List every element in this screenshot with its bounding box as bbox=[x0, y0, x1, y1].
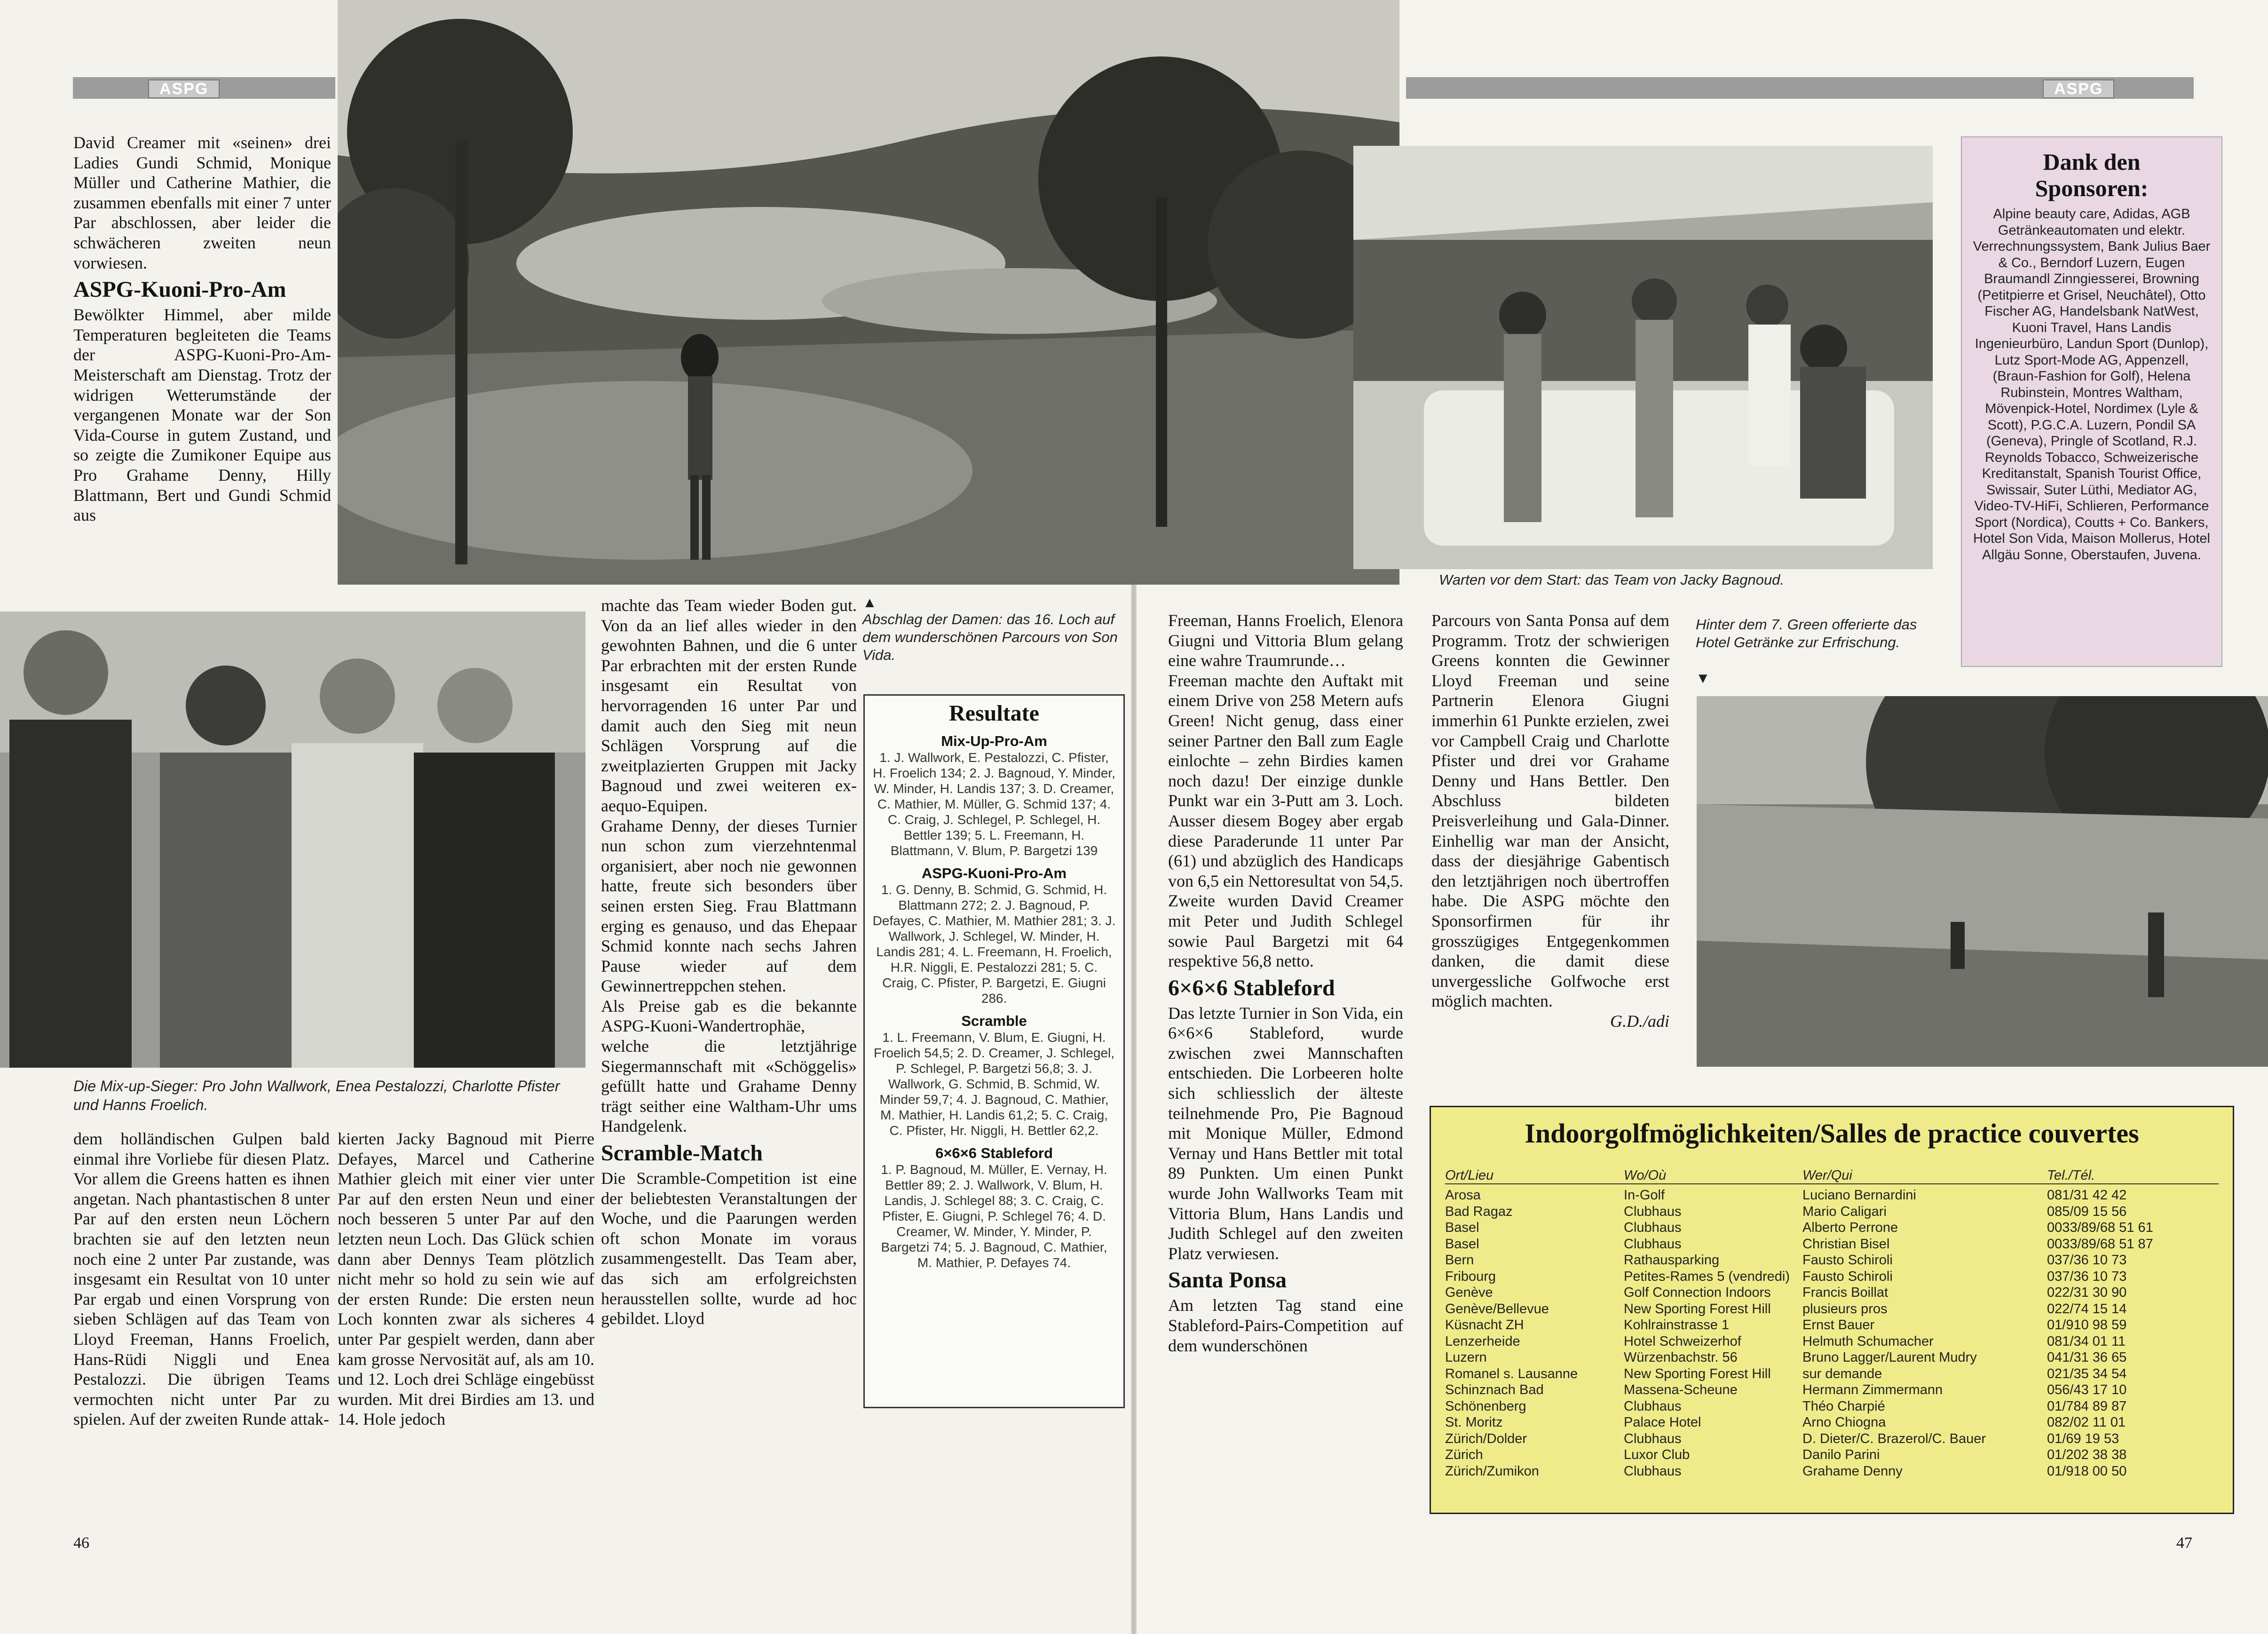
indoor-cell-who: D. Dieter/C. Brazerol/C. Bauer bbox=[1802, 1431, 1986, 1446]
page-number-left: 46 bbox=[73, 1534, 89, 1552]
table-row bbox=[1445, 1382, 2219, 1398]
table-row bbox=[1445, 1398, 2219, 1414]
indoor-cell-where: Clubhaus bbox=[1624, 1463, 1682, 1479]
col2-bottom-text: kierten Jacky Bagnoud mit Pierre Defayes, Marcel und Catherine Mathier gleich mit einer vier unter Par auf den ersten Neun und einer noch besseren 5 unter Par auf den letzten neun Loch. Das Glück schien dann aber Dennys Team plötzlich nicht mehr so hold zu sein wie auf der ersten Runde: Die ersten neun Loch konnten zwar als sicheres 4 unter Par gespielt werden, dann aber kam grosse Nervosität auf, als am 10. und 12. Loch drei Schläge eingebüsst wurden. Mit drei Birdies am 13. und 14. Hole jedoch bbox=[338, 1129, 594, 1429]
results-kuoni-heading: ASPG-Kuoni-Pro-Am bbox=[921, 865, 1067, 881]
intro-column bbox=[73, 133, 331, 525]
heading-scramble-match: Scramble-Match bbox=[601, 1141, 763, 1166]
indoor-cell-where: Luxor Club bbox=[1624, 1447, 1690, 1462]
table-row bbox=[1445, 1463, 2219, 1479]
indoor-cell-who: Christian Bisel bbox=[1802, 1236, 1890, 1252]
indoor-cell-phone: 037/36 10 73 bbox=[2047, 1269, 2127, 1284]
indoor-cell-who: Bruno Lagger/Laurent Mudry bbox=[1802, 1350, 1977, 1365]
col1-bottom-text: dem holländischen Gulpen bald einmal ihre Vorliebe für diesen Platz. Vor allem die Greens hatten es ihnen angetan. Nach phantastischen 8 unter Par auf den ersten neun Löchern brachten sie auf den letzten neun noch eine 2 unter Par zustande, was insgesamt ein Resultat von 10 unter Par ergab und einen Vorsprung von sieben Schlägen auf das Team von Lloyd Freeman, Hanns Froelich, Hans-Rüdi Niggli und Enea Pestalozzi. Die übrigen Teams vermochten nicht unter Par zu spielen. Auf der zweiten Runde attak- bbox=[73, 1129, 330, 1429]
aspg-tag-left: ASPG bbox=[148, 79, 220, 98]
results-box bbox=[863, 694, 1125, 1408]
indoor-cell-who: sur demande bbox=[1802, 1366, 1882, 1381]
table-row bbox=[1445, 1187, 2219, 1203]
indoor-cell-where: Palace Hotel bbox=[1624, 1415, 1701, 1430]
golf-carts-scene bbox=[1353, 146, 1933, 569]
indoor-cell-who: Arno Chiogna bbox=[1802, 1415, 1886, 1430]
heading-kuoni-pro-am: ASPG-Kuoni-Pro-Am bbox=[73, 277, 286, 302]
golf-course-scene bbox=[338, 0, 1399, 585]
indoor-cell-who: Théo Charpié bbox=[1802, 1398, 1885, 1414]
aspg-tag-right: ASPG bbox=[2043, 79, 2114, 98]
results-mixup-text: 1. J. Wallwork, E. Pestalozzi, C. Pfister, H. Froelich 134; 2. J. Bagnoud, Y. Minder, W. Minder, H. Landis 137; 3. D. Creamer, C. Mathier, M. Müller, G. Schmid 137; 4. C. Craig, J. Schlegel, P. Schlegel, H. Bettler 139; 5. L. Freemann, H. Blattmann, V. Blum, P. Bargetzi 139 bbox=[873, 750, 1115, 858]
indoor-cell-where: Massena-Scheune bbox=[1624, 1382, 1738, 1397]
sponsors-box bbox=[1961, 136, 2222, 667]
indoor-cell-phone: 041/31 36 65 bbox=[2047, 1350, 2127, 1365]
indoor-cell-where: Hotel Schweizerhof bbox=[1624, 1333, 1741, 1349]
hotel-green-photo bbox=[1697, 696, 2268, 1067]
results-kuoni-text: 1. G. Denny, B. Schmid, G. Schmid, H. Blattmann 272; 2. J. Bagnoud, P. Defayes, C. Mathier, M. Mathier 281; 3. J. Wallwork, J. Schlegel, W. Minder, H. Landis 281; 4. L. Freemann, H. Froelich, H.R. Niggli, E. Pestalozzi 281; 5. C. Craig, C. Pfister, P. Bargetzi, E. Giugni 286. bbox=[872, 882, 1116, 1006]
indoor-cell-where: Clubhaus bbox=[1624, 1204, 1682, 1219]
caption-winners: Die Mix-up-Sieger: Pro John Wallwork, Enea Pestalozzi, Charlotte Pfister und Hanns Froelich. bbox=[73, 1078, 560, 1113]
results-mixup-heading: Mix-Up-Pro-Am bbox=[941, 733, 1047, 749]
indoor-cell-phone: 021/35 34 54 bbox=[2047, 1366, 2127, 1381]
indoor-header-phone: Tel./Tél. bbox=[2047, 1168, 2095, 1183]
results-stableford-heading: 6×6×6 Stableford bbox=[935, 1145, 1053, 1161]
indoor-cell-place: Schinznach Bad bbox=[1445, 1382, 1544, 1397]
col3-paragraph-1: machte das Team wieder Boden gut. Von da an lief alles wieder in den gewohnten Bahnen, und die 6 unter Par erbrachten mit der ersten Runde insgesamt ein Resultat von hervorragenden 16 unter Par und damit auch den Sieg mit neun Schlägen Vorsprung auf die zweitplazierten Gruppen mit Jacky Bagnoud und zwei weiteren ex-aequo-Equipen. bbox=[601, 596, 857, 815]
table-row bbox=[1445, 1447, 2219, 1463]
indoor-cell-where: In-Golf bbox=[1624, 1188, 1665, 1203]
table-row bbox=[1445, 1414, 2219, 1430]
sponsors-list: Alpine beauty care, Adidas, AGB Getränkeautomaten und elektr. Verrechnungssystem, Bank Julius Baer & Co., Berndorf Luzern, Eugen Braumandl Zinngiesserei, Browning (Petitpierre et Grisel, Neuchâtel), Otto Fischer AG, Handelsbank NatWest, Kuoni Travel, Hans Landis Ingenieurbüro, Landun Sport (Dunlop), Lutz Sport-Mode AG, Appenzell, (Braun-Fashion for Golf), Helena Rubinstein, Montres Waltham, Mövenpick-Hotel, Nordimex (Lyle & Scott), P.G.C.A. Luzern, Pondil SA (Geneva), Pringle of Scotland, R.J. Reynolds Tobacco, Schweizerische Kreditanstalt, Spanish Tourist Office, Swissair, Suter Lüthi, Mediator AG, Video-TV-HiFi, Schlieren, Performance Sport (Nordica), Coutts + Co. Bankers, Hotel Son Vida, Maison Mollerus, Hotel Allgäu Sonne, Oberstaufen, Juvena. bbox=[1973, 206, 2211, 563]
table-row bbox=[1445, 1236, 2219, 1252]
team-start-photo bbox=[1353, 146, 1933, 569]
indoor-cell-place: Bad Ragaz bbox=[1445, 1204, 1513, 1219]
right-col1-paragraph-3: Das letzte Turnier in Son Vida, ein 6×6×6 Stableford, wurde zwischen zwei Mannschaften entschieden. Die Lorbeeren holte sich schliesslich der älteste teilnehmende Pro, Pie Bagnoud mit Monique Müller, Edmond Vernay und Hans Bettler mit total 89 Punkten. Um einen Punkt wurde John Wallworks Team mit Vittoria Blum, Hans Landis und Judith Schlegel auf den zweiten Platz verwiesen. bbox=[1168, 1003, 1403, 1263]
sponsors-title-line2: Sponsoren: bbox=[2035, 175, 2149, 201]
table-row bbox=[1445, 1301, 2219, 1317]
table-row bbox=[1445, 1285, 2219, 1301]
table-row bbox=[1445, 1317, 2219, 1333]
indoor-cell-who: Fausto Schiroli bbox=[1802, 1253, 1893, 1268]
indoor-cell-where: Clubhaus bbox=[1624, 1220, 1682, 1235]
indoor-cell-phone: 056/43 17 10 bbox=[2047, 1382, 2127, 1397]
indoor-cell-place: Fribourg bbox=[1445, 1269, 1496, 1284]
results-scramble-text: 1. L. Freemann, V. Blum, E. Giugni, H. Froelich 54,5; 2. D. Creamer, J. Schlegel, P. Schlegel, P. Bargetzi 56,8; 3. J. Wallwork, G. Schmid, B. Schmid, W. Minder 59,7; 4. J. Bagnoud, C. Mathier, M. Mathier, H. Landis 61,2; 5. C. Craig, C. Pfister, Hr. Niggli, H. Bettler 62,2. bbox=[874, 1030, 1114, 1138]
indoor-cell-place: Bern bbox=[1445, 1253, 1474, 1268]
indoor-cell-where: Clubhaus bbox=[1624, 1236, 1682, 1252]
indoor-cell-where: Golf Connection Indoors bbox=[1624, 1285, 1771, 1300]
indoor-cell-phone: 085/09 15 56 bbox=[2047, 1204, 2127, 1219]
indoor-cell-where: Rathausparking bbox=[1624, 1253, 1720, 1268]
intro-paragraph: David Creamer mit «seinen» drei Ladies Gundi Schmid, Monique Müller und Catherine Mathier, die zusammen ebenfalls mit einer 7 unter Par abschlossen, aber leider die schwächeren zweiten neun vorwiesen. bbox=[73, 133, 331, 272]
col3-paragraph-4: Die Scramble-Competition ist eine der beliebtesten Veranstaltungen der Woche, und die Paarungen werden oft schon Monate im voraus zusammengestellt. Das Team aber, das sich am erfolgreichsten herausstellen sollte, wurde ad hoc gebildet. Lloyd bbox=[601, 1169, 857, 1328]
indoor-cell-place: St. Moritz bbox=[1445, 1415, 1503, 1430]
indoor-cell-who: Alberto Perrone bbox=[1802, 1220, 1898, 1235]
indoor-cell-who: Fausto Schiroli bbox=[1802, 1269, 1893, 1284]
sponsors-title-line1: Dank den bbox=[2043, 149, 2141, 175]
col3-paragraph-2: Grahame Denny, der dieses Turnier nun schon zum vierzehntenmal organisiert, aber noch nie gewonnen hatte, freute sich besonders über seinen ersten Sieg. Frau Blattmann erging es genauso, und das Ehepaar Schmid konnte nach sechs Jahren Pause wieder auf dem Gewinnertreppchen stehen. bbox=[601, 816, 857, 996]
indoor-cell-who: Mario Caligari bbox=[1802, 1204, 1887, 1219]
left-column-1 bbox=[73, 1129, 330, 1429]
indoor-cell-place: Romanel s. Lausanne bbox=[1445, 1366, 1578, 1381]
indoor-cell-where: New Sporting Forest Hill bbox=[1624, 1301, 1771, 1317]
right-column-2 bbox=[1431, 611, 1669, 1031]
indoor-cell-where: New Sporting Forest Hill bbox=[1624, 1366, 1771, 1381]
indoor-cell-who: Francis Boillat bbox=[1802, 1285, 1889, 1300]
indoor-cell-place: Arosa bbox=[1445, 1188, 1481, 1203]
results-scramble bbox=[865, 1013, 1123, 1138]
page-number-right: 47 bbox=[2176, 1534, 2192, 1552]
table-row bbox=[1445, 1366, 2219, 1382]
heading-santa-ponsa: Santa Ponsa bbox=[1168, 1268, 1287, 1293]
indoor-cell-where: Clubhaus bbox=[1624, 1398, 1682, 1414]
indoor-cell-place: Schönenberg bbox=[1445, 1398, 1526, 1414]
indoor-header-place: Ort/Lieu bbox=[1445, 1168, 1494, 1183]
table-row bbox=[1445, 1269, 2219, 1285]
indoor-cell-phone: 01/202 38 38 bbox=[2047, 1447, 2127, 1462]
hotel-green-scene bbox=[1697, 696, 2268, 1067]
indoor-cell-who: Luciano Bernardini bbox=[1802, 1188, 1916, 1203]
table-row bbox=[1445, 1349, 2219, 1365]
indoor-cell-who: Hermann Zimmermann bbox=[1802, 1382, 1943, 1397]
indoor-cell-place: Zürich/Zumikon bbox=[1445, 1463, 1539, 1479]
left-column-2 bbox=[338, 1129, 594, 1429]
left-column-3 bbox=[601, 595, 857, 1329]
results-stableford bbox=[865, 1145, 1123, 1270]
caption-damen-arrow: ▲ bbox=[862, 594, 877, 611]
indoor-cell-place: Genève bbox=[1445, 1285, 1493, 1300]
indoor-cell-who: plusieurs pros bbox=[1802, 1301, 1888, 1317]
indoor-cell-who: Helmuth Schumacher bbox=[1802, 1333, 1934, 1349]
sponsors-title bbox=[1962, 149, 2221, 201]
winners-scene bbox=[0, 611, 585, 1068]
header-bar-right bbox=[1406, 77, 2194, 99]
indoor-cell-who: Ernst Bauer bbox=[1802, 1317, 1875, 1333]
results-kuoni bbox=[865, 865, 1123, 1006]
right-col1-paragraph-1: Freeman, Hanns Froelich, Elenora Giugni und Vittoria Blum gelang eine wahre Traumrunde… bbox=[1168, 611, 1403, 670]
indoor-cell-phone: 022/31 30 90 bbox=[2047, 1285, 2127, 1300]
table-row bbox=[1445, 1204, 2219, 1220]
table-row bbox=[1445, 1252, 2219, 1268]
indoor-cell-phone: 022/74 15 14 bbox=[2047, 1301, 2127, 1317]
caption-hotel-arrow: ▼ bbox=[1696, 670, 1710, 686]
kuoni-paragraph: Bewölkter Himmel, aber milde Temperaturen begleiteten die Teams der ASPG-Kuoni-Pro-Am-Meisterschaft am Dienstag. Trotz der widrigen Wetterumstände der vergangenen Monate war der Son Vida-Course in gutem Zustand, und so zeigte die Zumikoner Equipe aus Pro Grahame Denny, Hilly Blattmann, Bert und Gundi Schmid aus bbox=[73, 305, 331, 525]
indoor-cell-phone: 0033/89/68 51 61 bbox=[2047, 1220, 2153, 1235]
indoor-cell-place: Basel bbox=[1445, 1236, 1479, 1252]
indoor-header-where: Wo/Où bbox=[1624, 1168, 1667, 1183]
indoor-cell-place: Basel bbox=[1445, 1220, 1479, 1235]
indoor-cell-where: Würzenbachstr. 56 bbox=[1624, 1350, 1738, 1365]
indoor-golf-box bbox=[1430, 1106, 2234, 1514]
indoor-cell-phone: 081/34 01 11 bbox=[2047, 1333, 2126, 1349]
indoor-cell-phone: 081/31 42 42 bbox=[2047, 1188, 2127, 1203]
indoor-header-who: Wer/Qui bbox=[1802, 1168, 1852, 1183]
indoor-header-row bbox=[1445, 1167, 2219, 1184]
caption-start: Warten vor dem Start: das Team von Jacky Bagnoud. bbox=[1439, 571, 1785, 588]
indoor-cell-place: Zürich bbox=[1445, 1447, 1483, 1462]
indoor-cell-phone: 01/784 89 87 bbox=[2047, 1398, 2127, 1414]
indoor-cell-place: Genève/Bellevue bbox=[1445, 1301, 1549, 1317]
results-mixup bbox=[865, 733, 1123, 858]
results-stableford-text: 1. P. Bagnoud, M. Müller, E. Vernay, H. Bettler 89; 2. J. Wallwork, V. Blum, H. Landis, J. Schlegel 88; 3. C. Craig, C. Pfister, E. Giugni, P. Schlegel 76; 4. D. Creamer, W. Minder, Y. Minder, P. Bargetzi 74; 5. J. Bagnoud, C. Mathier, M. Mathier, P. Defayes 74. bbox=[881, 1162, 1107, 1270]
right-col1-paragraph-4: Am letzten Tag stand eine Stableford-Pairs-Competition auf dem wunderschönen bbox=[1168, 1296, 1403, 1355]
signature: G.D./adi bbox=[1610, 1011, 1669, 1031]
right-column-1 bbox=[1168, 611, 1403, 1356]
table-row bbox=[1445, 1333, 2219, 1349]
golf-course-photo bbox=[338, 0, 1399, 585]
indoor-cell-phone: 01/69 19 53 bbox=[2047, 1431, 2119, 1446]
indoor-cell-where: Kohlrainstrasse 1 bbox=[1624, 1317, 1730, 1333]
right-col2-paragraph-1: Parcours von Santa Ponsa auf dem Programm. Trotz der schwierigen Greens konnten die Gewinner Lloyd Freeman und seine Partnerin Elenora Giugni immerhin 61 Punkte erzielen, zwei vor Campbell Craig und Charlotte Pfister und drei vor Grahame Denny und Hans Bettler. Den Abschluss bildeten Preisverleihung und Gala-Dinner. Einhellig war man der Ansicht, dass der diesjährige Gabentisch den letztjährigen noch übertroffen habe. Die ASPG möchte den Sponsorfirmen für ihr grosszügiges Entgegenkommen danken, die damit diese unvergessliche Golfwoche erst möglich machten. bbox=[1431, 611, 1669, 1011]
indoor-cell-phone: 01/910 98 59 bbox=[2047, 1317, 2127, 1333]
header-bar-left bbox=[73, 77, 335, 99]
indoor-cell-place: Zürich/Dolder bbox=[1445, 1431, 1527, 1446]
indoor-cell-who: Grahame Denny bbox=[1802, 1463, 1903, 1479]
indoor-cell-place: Küsnacht ZH bbox=[1445, 1317, 1524, 1333]
indoor-cell-phone: 082/02 11 01 bbox=[2047, 1415, 2126, 1430]
indoor-cell-place: Luzern bbox=[1445, 1350, 1487, 1365]
indoor-cell-phone: 01/918 00 50 bbox=[2047, 1463, 2127, 1479]
col3-paragraph-3: Als Preise gab es die bekannte ASPG-Kuoni-Wandertrophäe, welche die letztjährige Siegermannschaft mit «Schöggelis» gefüllt hatte und Grahame Denny trägt seither eine Waltham-Uhr ums Handgelenk. bbox=[601, 996, 857, 1136]
caption-hotel: Hinter dem 7. Green offerierte das Hotel Getränke zur Erfrischung. bbox=[1696, 616, 1917, 650]
table-row bbox=[1445, 1220, 2219, 1236]
caption-damen: Abschlag der Damen: das 16. Loch auf dem wunderschönen Parcours von Son Vida. bbox=[862, 611, 1118, 663]
indoor-cell-where: Petites-Rames 5 (vendredi) bbox=[1624, 1269, 1790, 1284]
indoor-title: Indoorgolfmöglichkeiten/Salles de practice couvertes bbox=[1525, 1118, 2139, 1149]
heading-stableford: 6×6×6 Stableford bbox=[1168, 975, 1335, 1000]
results-title: Resultate bbox=[949, 701, 1039, 726]
indoor-cell-place: Lenzerheide bbox=[1445, 1333, 1520, 1349]
indoor-cell-phone: 0033/89/68 51 87 bbox=[2047, 1236, 2153, 1252]
indoor-cell-phone: 037/36 10 73 bbox=[2047, 1253, 2127, 1268]
right-col1-paragraph-2: Freeman machte den Auftakt mit einem Drive von 258 Metern aufs Green! Nicht genug, dass einer seiner Partner den Ball zum Eagle einlochte – zehn Birdies kamen noch dazu! Der einzige dunkle Punkt war ein 3-Putt am 3. Loch. Ausser diesem Bogey aber ergab diese Paraderunde 11 unter Par (61) und abzüglich des Handicaps von 6,5 ein Nettoresultat von 54,5. Zweite wurden David Creamer mit Peter und Judith Schlegel sowie Paul Bargetzi mit 64 respektive 56,8 netto. bbox=[1168, 671, 1403, 971]
mix-up-winners-photo bbox=[0, 611, 585, 1068]
results-scramble-heading: Scramble bbox=[961, 1013, 1027, 1029]
indoor-cell-where: Clubhaus bbox=[1624, 1431, 1682, 1446]
table-row bbox=[1445, 1431, 2219, 1447]
indoor-cell-who: Danilo Parini bbox=[1802, 1447, 1880, 1462]
